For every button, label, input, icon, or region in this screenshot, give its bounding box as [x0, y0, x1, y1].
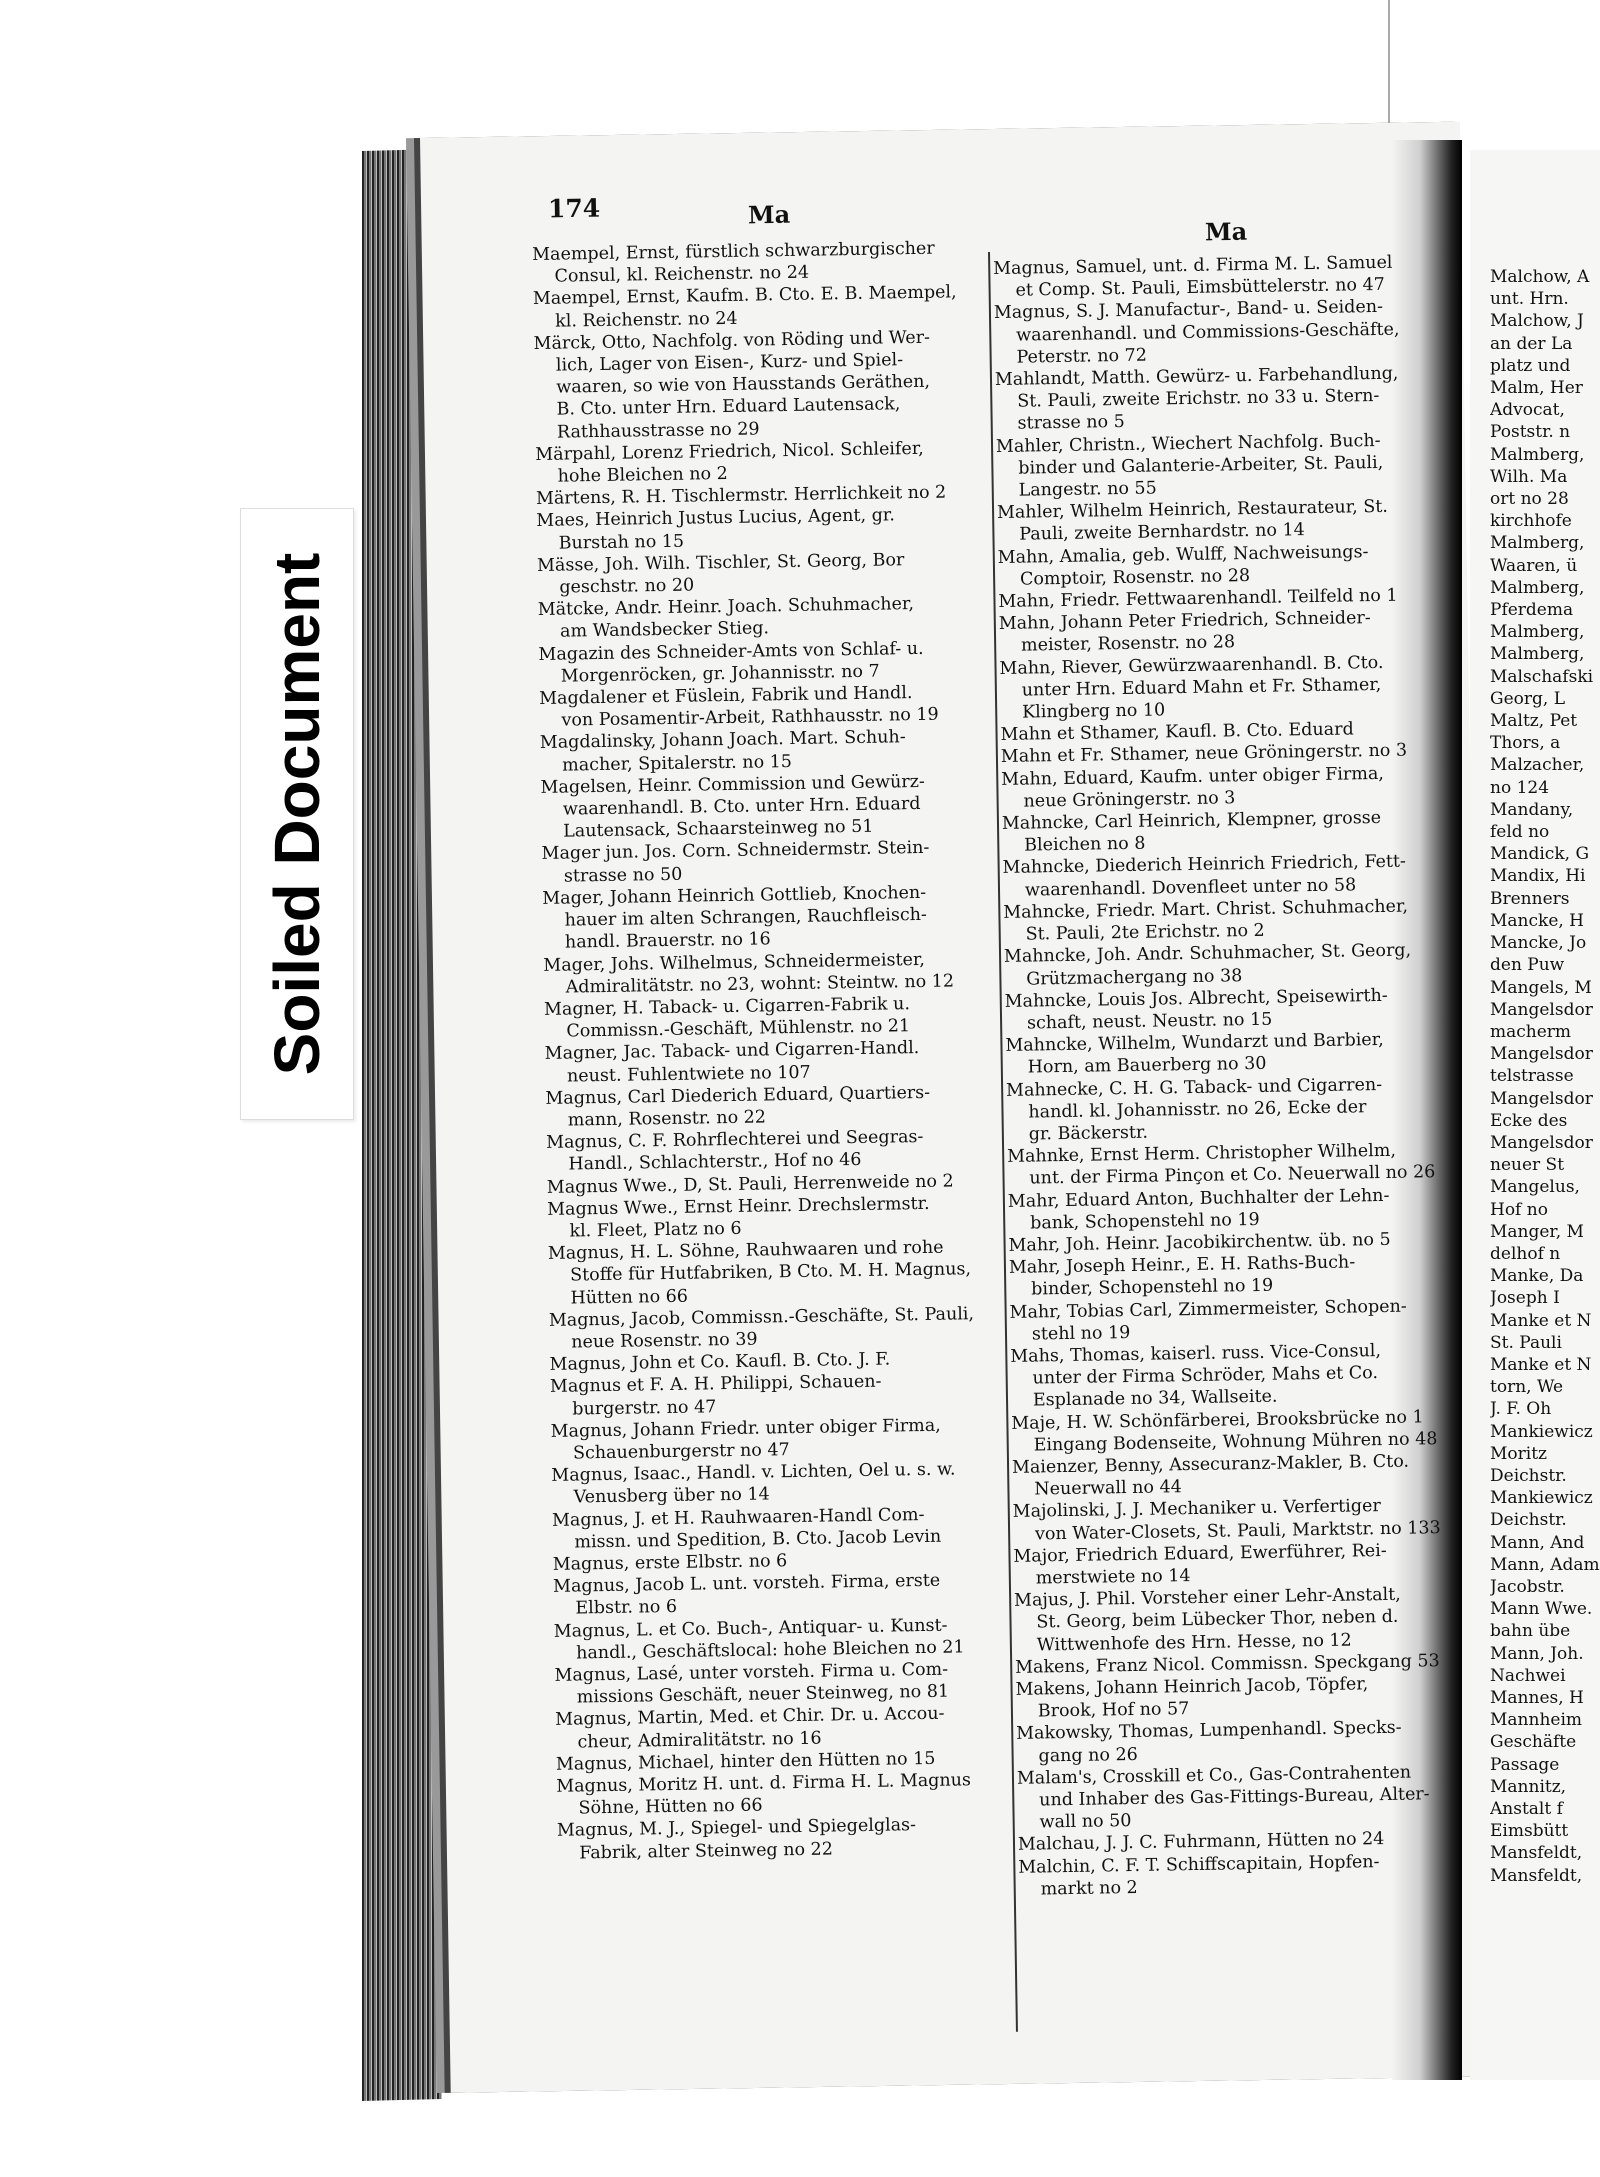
directory-line: Mager, Johann Heinrich Gottlieb, Knochen- — [542, 882, 927, 909]
directory-line: Georg, L — [1490, 688, 1565, 709]
directory-line: Pauli, zweite Bernhardstr. no 14 — [1019, 520, 1305, 546]
directory-line: neuer St — [1490, 1155, 1565, 1176]
directory-line: Märtens, R. H. Tischlermstr. Herrlichkeit no 2 — [535, 482, 947, 510]
directory-line: B. Cto. unter Hrn. Eduard Lautensack, — [556, 394, 901, 421]
directory-line: Mahncke, Friedr. Mart. Christ. Schuhmacher, — [1003, 896, 1409, 923]
directory-line: gr. Bäckerstr. — [1028, 1122, 1149, 1145]
directory-line: Mahr, Tobias Carl, Zimmermeister, Schopen- — [1009, 1296, 1407, 1323]
directory-line: ort no 28 — [1490, 489, 1569, 510]
directory-line: waaren, so wie von Hausstands Geräthen, — [556, 371, 931, 398]
directory-line: Lautensack, Schaarsteinweg no 51 — [563, 816, 874, 842]
directory-line: Magnus, Michael, hinter den Hütten no 15 — [555, 1748, 936, 1775]
directory-line: stehl no 19 — [1031, 1322, 1131, 1345]
directory-line: Waaren, ü — [1490, 555, 1578, 576]
directory-line: Mahn, Johann Peter Friedrich, Schneider- — [998, 608, 1371, 635]
directory-line: Magazin des Schneider-Amts von Schlaf- u. — [538, 638, 924, 665]
facing-page-column — [1490, 266, 1600, 1887]
directory-line: Mannes, H — [1490, 1688, 1584, 1708]
directory-line: Magnus, John et Co. Kaufl. B. Cto. J. F. — [549, 1349, 891, 1376]
directory-line: Mangels, M — [1490, 977, 1592, 998]
directory-line: Mahr, Joseph Heinr., E. H. Raths-Buch- — [1008, 1252, 1356, 1279]
directory-line: bahn übe — [1490, 1621, 1571, 1642]
directory-line: cheur, Admiralitätstr. no 16 — [577, 1728, 822, 1753]
directory-line: Maes, Heinrich Justus Lucius, Agent, gr. — [536, 505, 895, 532]
directory-line: Bleichen no 8 — [1024, 833, 1146, 856]
directory-line: Mahncke, Louis Jos. Albrecht, Speisewirth- — [1004, 985, 1388, 1012]
directory-line: neust. Fuhlentwiete no 107 — [566, 1062, 811, 1087]
directory-line: Magdalener et Füslein, Fabrik und Handl. — [538, 683, 913, 710]
directory-line: Magner, H. Taback- u. Cigarren-Fabrik u. — [543, 994, 911, 1020]
binding-line — [1388, 0, 1390, 140]
directory-line: Pferdema — [1490, 600, 1574, 621]
directory-line: handl. Brauerstr. no 16 — [564, 929, 771, 953]
directory-line: Mansfeldt, — [1490, 1843, 1583, 1864]
directory-line: hohe Bleichen no 2 — [557, 463, 728, 487]
directory-line: Mätcke, Andr. Heinr. Joach. Schuhmacher, — [537, 594, 915, 621]
directory-line: Mager jun. Jos. Corn. Schneidermstr. Stein- — [541, 838, 930, 865]
directory-line: Langestr. no 55 — [1018, 478, 1157, 501]
directory-line: Geschäfte — [1490, 1732, 1577, 1753]
directory-line: Consul, kl. Reichenstr. no 24 — [554, 262, 810, 287]
directory-line: Malchow, A — [1490, 267, 1590, 287]
left-directory-column — [532, 237, 1017, 1865]
directory-line: no 124 — [1490, 777, 1550, 798]
directory-line: Brook, Hof no 57 — [1037, 1699, 1190, 1722]
directory-line: Handl., Schlachterstr., Hof no 46 — [568, 1150, 862, 1175]
directory-line: Mahr, Eduard Anton, Buchhalter der Lehn- — [1007, 1185, 1390, 1212]
directory-line: am Wandsbecker Stieg. — [559, 618, 770, 643]
directory-line: Mahr, Joh. Heinr. Jacobikirchentw. üb. no 5 — [1008, 1229, 1391, 1256]
directory-line: wall no 50 — [1039, 1811, 1132, 1833]
directory-line: Manke, Da — [1490, 1266, 1584, 1287]
directory-line: Peterstr. no 72 — [1016, 345, 1148, 368]
directory-line: Manke et N — [1490, 1310, 1592, 1331]
directory-line: handl., Geschäftslocal: hohe Bleichen no 21 — [575, 1637, 965, 1664]
directory-line: Mahn, Eduard, Kaufm. unter obiger Firma, — [1001, 763, 1385, 790]
directory-line: Manger, M — [1490, 1221, 1584, 1242]
directory-line: Mandix, Hi — [1490, 866, 1586, 887]
directory-line: J. F. Oh — [1490, 1399, 1552, 1420]
directory-line: unter Hrn. Eduard Mahn et Fr. Sthamer, — [1021, 674, 1382, 701]
soiled-document-text: Soiled Document — [261, 552, 333, 1076]
directory-line: Märck, Otto, Nachfolg. von Röding und Wer- — [533, 327, 931, 354]
directory-line: Mannitz, — [1490, 1776, 1567, 1797]
directory-line: Mahncke, Joh. Andr. Schuhmacher, St. Georg, — [1003, 940, 1412, 968]
directory-line: Magnus, Isaac., Handl. v. Lichten, Oel u. s. w. — [551, 1459, 956, 1487]
directory-line: Malchow, J — [1490, 311, 1584, 332]
directory-line: Joseph I — [1490, 1288, 1560, 1309]
directory-line: Comptoir, Rosenstr. no 28 — [1019, 565, 1251, 590]
directory-line: Maempel, Ernst, fürstlich schwarzburgischer — [532, 238, 935, 265]
directory-line: Magnus, Moritz H. unt. d. Firma H. L. Magnus — [556, 1770, 972, 1797]
directory-line: Mandick, G — [1490, 844, 1590, 865]
directory-line: kl. Fleet, Platz no 6 — [569, 1218, 742, 1242]
directory-line: Passage — [1490, 1754, 1560, 1775]
directory-line: Magnus, J. et H. Rauhwaaren-Handl Com- — [551, 1504, 925, 1531]
directory-line: unt. Hrn. — [1490, 289, 1569, 310]
directory-line: macherm — [1490, 1021, 1572, 1042]
directory-line: kl. Reichenstr. no 24 — [555, 308, 738, 332]
directory-line: Mager, Johs. Wilhelmus, Schneidermeister, — [543, 949, 926, 976]
directory-line: Magnus, Martin, Med. et Chir. Dr. u. Accou- — [555, 1704, 945, 1731]
directory-line: Magnus, L. et Co. Buch-, Antiquar- u. Kunst- — [553, 1615, 948, 1642]
directory-line: missn. und Spedition, B. Cto. Jacob Levin — [574, 1526, 942, 1553]
directory-line: torn, We — [1490, 1377, 1564, 1398]
directory-line: Malschafski — [1490, 666, 1594, 687]
directory-line: waarenhandl. Dovenfleet unter no 58 — [1024, 875, 1357, 901]
directory-line: lich, Lager von Eisen-, Kurz- und Spiel- — [555, 350, 904, 376]
directory-line: unt. der Firma Pinçon et Co. Neuerwall no 26 — [1029, 1162, 1436, 1189]
directory-line: St. Pauli, 2te Erichstr. no 2 — [1025, 920, 1265, 945]
directory-line: Magnus, H. L. Söhne, Rauhwaaren und rohe — [547, 1237, 944, 1265]
directory-line: Makowsky, Thomas, Lumpenhandl. Specks- — [1016, 1718, 1402, 1745]
directory-line: delhof n — [1490, 1243, 1561, 1264]
directory-line: Wittwenhofe des Hrn. Hesse, no 12 — [1036, 1630, 1352, 1656]
directory-line: geschstr. no 20 — [559, 575, 695, 598]
directory-line: Mahncke, Wilhelm, Wundarzt und Barbier, — [1005, 1030, 1384, 1057]
directory-line: Mannheim — [1490, 1710, 1583, 1731]
directory-line: Magnus, Lasé, unter vorsteh. Firma u. Com- — [554, 1659, 949, 1686]
directory-line: von Posamentir-Arbeit, Rathhausstr. no 19 — [561, 704, 939, 731]
facing-page — [1470, 150, 1600, 2090]
directory-line: strasse no 50 — [563, 864, 683, 887]
directory-line: waarenhandl. B. Cto. unter Hrn. Eduard — [562, 794, 921, 820]
directory-line: Mahncke, Carl Heinrich, Klempner, grosse — [1001, 808, 1382, 835]
directory-line: Commissn.-Geschäft, Mühlenstr. no 21 — [566, 1016, 911, 1042]
directory-line: Magelsen, Heinr. Commission und Gewürz- — [540, 771, 925, 798]
directory-line: telstrasse — [1490, 1066, 1574, 1087]
directory-line: Mangelsdor — [1490, 999, 1593, 1020]
directory-line: Klingberg no 10 — [1021, 700, 1166, 723]
directory-line: markt no 2 — [1040, 1877, 1138, 1900]
directory-line: Anstalt f — [1490, 1799, 1563, 1820]
directory-line: Deichstr. — [1490, 1510, 1567, 1531]
directory-line: Mahncke, Diederich Heinrich Friedrich, Fett- — [1002, 852, 1407, 879]
directory-line: Mahn, Riever, Gewürzwaarenhandl. B. Cto. — [999, 652, 1384, 679]
directory-line: merstwiete no 14 — [1035, 1566, 1191, 1589]
directory-line: Nachwei — [1490, 1665, 1566, 1686]
directory-line: Admiralitätstr. no 23, wohnt: Steintw. no 12 — [565, 971, 955, 998]
directory-line: Malchau, J. J. C. Fuhrmann, Hütten no 24 — [1017, 1829, 1385, 1856]
page-number: 174 — [547, 193, 601, 224]
directory-line: Märpahl, Lorenz Friedrich, Nicol. Schleifer, — [535, 438, 924, 465]
directory-line: Mann, And — [1490, 1532, 1585, 1553]
directory-line: Malmberg, — [1490, 577, 1585, 598]
directory-line: platz und — [1490, 355, 1571, 376]
directory-line: Elbstr. no 6 — [575, 1597, 678, 1619]
directory-line: Mahn, Friedr. Fettwaarenhandl. Teilfeld no 1 — [998, 585, 1398, 613]
directory-line: und Inhaber des Gas-Fittings-Bureau, Alter- — [1039, 1784, 1430, 1811]
directory-line: Mangelsdor — [1490, 1088, 1593, 1109]
directory-line: strasse no 5 — [1017, 412, 1125, 435]
directory-line: den Puw — [1490, 955, 1565, 976]
directory-line: Mangelus, — [1490, 1177, 1580, 1198]
directory-line: Maempel, Ernst, Kaufm. B. Cto. E. B. Maempel, — [532, 282, 957, 310]
scan-margin-bottom-right — [1440, 2080, 1600, 2177]
directory-line: hauer im alten Schrangen, Rauchfleisch- — [564, 904, 928, 931]
directory-line: Mahn et Sthamer, Kaufl. B. Cto. Eduard — [1000, 719, 1354, 746]
directory-line: Major, Friedrich Eduard, Ewerführer, Rei- — [1013, 1540, 1387, 1567]
directory-line: Magnus, M. J., Spiegel- und Spiegelglas- — [556, 1815, 917, 1842]
directory-line: Magner, Jac. Taback- und Cigarren-Handl. — [544, 1038, 920, 1065]
directory-line: Malmberg, — [1490, 644, 1585, 665]
directory-line: Ecke des — [1490, 1110, 1568, 1131]
directory-line: Esplanade no 34, Wallseite. — [1032, 1387, 1278, 1411]
directory-line: Mancke, H — [1490, 910, 1585, 931]
directory-line: Maienzer, Benny, Assecuranz-Makler, B. Cto. — [1011, 1451, 1410, 1478]
directory-line: Moritz — [1490, 1443, 1547, 1464]
directory-line: Mangelsdor — [1490, 1044, 1593, 1065]
directory-line: macher, Spitalerstr. no 15 — [562, 751, 793, 776]
directory-line: Söhne, Hütten no 66 — [578, 1795, 763, 1819]
directory-line: feld no — [1490, 822, 1550, 843]
directory-line: Neuerwall no 44 — [1034, 1477, 1182, 1500]
directory-line: neue Gröningerstr. no 3 — [1023, 788, 1236, 812]
directory-line: Burstah no 15 — [558, 531, 685, 554]
directory-line: Magnus, Johann Friedr. unter obiger Firma, — [550, 1415, 941, 1442]
directory-line: Eingang Bodenseite, Wohnung Mühren no 48 — [1033, 1428, 1438, 1456]
directory-line: Magnus Wwe., D, St. Pauli, Herrenweide no 2 — [546, 1171, 954, 1198]
directory-line: Malmberg, — [1490, 533, 1585, 554]
directory-line: Hof no — [1490, 1199, 1548, 1220]
directory-line: Mankiewicz — [1490, 1488, 1593, 1509]
directory-line: Mahn et Fr. Sthamer, neue Gröningerstr. no 3 — [1000, 741, 1408, 768]
right-directory-column — [993, 251, 1474, 1901]
directory-line: Malzacher, — [1490, 755, 1585, 776]
directory-line: Schauenburgerstr no 47 — [572, 1440, 790, 1464]
directory-line: meister, Rosenstr. no 28 — [1020, 632, 1236, 657]
directory-line: Rathhausstrasse no 29 — [556, 419, 760, 443]
directory-line: Magnus, S. J. Manufactur-, Band- u. Seiden- — [993, 297, 1384, 324]
directory-line: burgerstr. no 47 — [572, 1396, 717, 1420]
directory-line: Morgenröcken, gr. Johannisstr. no 7 — [560, 661, 880, 687]
directory-line: Mandany, — [1490, 799, 1574, 820]
directory-line: Magnus, C. F. Rohrflechterei und Seegras- — [545, 1127, 924, 1154]
directory-line: schaft, neust. Neustr. no 15 — [1026, 1009, 1273, 1034]
directory-line: Mahler, Christn., Wiechert Nachfolg. Buch- — [995, 430, 1381, 457]
directory-line: Magnus, Jacob L. unt. vorsteh. Firma, erste — [552, 1570, 941, 1598]
directory-line: Grützmachergang no 38 — [1026, 965, 1243, 990]
directory-line: Mahlandt, Matth. Gewürz- u. Farbehandlung, — [994, 363, 1399, 390]
directory-line: Mahnke, Ernst Herm. Christopher Wilhelm, — [1006, 1140, 1397, 1168]
directory-line: binder und Galanterie-Arbeiter, St. Pauli, — [1018, 452, 1384, 479]
directory-line: Eimsbütt — [1490, 1821, 1569, 1842]
running-header-right: Ma — [1204, 216, 1248, 247]
directory-line: Advocat, — [1490, 400, 1565, 421]
directory-line: waarenhandl. und Commissions-Geschäfte, — [1016, 319, 1400, 346]
directory-line: unter der Firma Schröder, Mahs et Co. — [1032, 1363, 1379, 1389]
directory-line: Poststr. n — [1490, 422, 1571, 443]
directory-line: gang no 26 — [1038, 1744, 1138, 1767]
directory-line: Mansfeldt, — [1490, 1865, 1583, 1886]
directory-line: Malmberg, — [1490, 444, 1585, 465]
directory-line: Mann, Adam — [1490, 1554, 1600, 1575]
directory-line: Malm, Her — [1490, 378, 1583, 399]
directory-line: Fabrik, alter Steinweg no 22 — [579, 1839, 834, 1864]
directory-line: Mahn, Amalia, geb. Wulff, Nachweisungs- — [997, 541, 1369, 568]
directory-line: Magnus et F. A. H. Philippi, Schauen- — [549, 1372, 882, 1398]
directory-line: Malam's, Crosskill et Co., Gas-Contrahenten — [1016, 1762, 1412, 1789]
directory-line: neue Rosenstr. no 39 — [571, 1329, 758, 1353]
directory-line: Magdalinsky, Johann Joach. Mart. Schuh- — [539, 727, 906, 754]
directory-line: Brenners — [1490, 888, 1570, 909]
directory-line: Mangelsdor — [1490, 1132, 1593, 1153]
directory-line: missions Geschäft, neuer Steinweg, no 81 — [576, 1681, 950, 1708]
directory-line: Horn, am Bauerberg no 30 — [1027, 1054, 1267, 1078]
soiled-document-label — [240, 508, 354, 1120]
directory-line: Mancke, Jo — [1490, 933, 1587, 954]
directory-line: Thors, a — [1490, 733, 1561, 754]
directory-line: Mankiewicz — [1490, 1421, 1593, 1442]
directory-line: an der La — [1490, 333, 1573, 354]
directory-line: Majolinski, J. J. Mechaniker u. Verfertiger — [1012, 1496, 1381, 1523]
directory-line: Malchin, C. F. T. Schiffscapitain, Hopfen- — [1018, 1851, 1380, 1878]
directory-line: Makens, Franz Nicol. Commissn. Speckgang 53 — [1014, 1650, 1440, 1678]
directory-line: Mahs, Thomas, kaiserl. russ. Vice-Consul, — [1010, 1340, 1382, 1367]
directory-line: Magnus, Samuel, unt. d. Firma M. L. Samuel — [993, 252, 1393, 279]
directory-line: Mahler, Wilhelm Heinrich, Restaurateur, St. — [996, 497, 1389, 524]
directory-line: Venusberg über no 14 — [573, 1484, 770, 1508]
directory-line: Jacobstr. — [1490, 1576, 1565, 1597]
directory-line: von Water-Closets, St. Pauli, Marktstr. no 133 — [1034, 1517, 1441, 1545]
directory-line: St. Pauli, zweite Erichstr. no 33 u. Stern- — [1017, 386, 1380, 412]
directory-line: Mann Wwe. — [1490, 1599, 1593, 1620]
directory-line: Magnus, Carl Diederich Eduard, Quartiers- — [545, 1082, 931, 1109]
directory-line: Mann, Joh. — [1490, 1643, 1584, 1664]
directory-line: binder, Schopenstehl no 19 — [1031, 1276, 1274, 1300]
directory-line: Deichstr. — [1490, 1465, 1567, 1486]
directory-line: Magnus, Jacob, Commissn.-Geschäfte, St. Pauli, — [548, 1303, 975, 1331]
directory-line: Makens, Johann Heinrich Jacob, Töpfer, — [1015, 1674, 1369, 1700]
directory-line: Mässe, Joh. Wilh. Tischler, St. Georg, Bor — [536, 550, 905, 576]
directory-line: St. Pauli — [1490, 1332, 1562, 1353]
directory-line: et Comp. St. Pauli, Eimsbüttelerstr. no 47 — [1015, 275, 1385, 301]
directory-line: handl. kl. Johannisstr. no 26, Ecke der — [1028, 1096, 1367, 1123]
directory-line: Wilh. Ma — [1490, 466, 1568, 487]
directory-line: Magnus, erste Elbstr. no 6 — [552, 1551, 788, 1575]
directory-line: St. Georg, beim Lübecker Thor, neben d. — [1036, 1607, 1399, 1633]
directory-line: Mahnecke, C. H. G. Taback- und Cigarren- — [1005, 1074, 1383, 1101]
directory-line: bank, Schopenstehl no 19 — [1030, 1209, 1260, 1234]
directory-line: mann, Rosenstr. no 22 — [567, 1107, 767, 1131]
directory-line: Stoffe für Hutfabriken, B Cto. M. H. Magnus, — [570, 1259, 972, 1286]
running-header-left: Ma — [747, 199, 791, 230]
directory-line: Manke et N — [1490, 1354, 1592, 1375]
directory-line: kirchhofe — [1490, 511, 1572, 532]
directory-line: Malmberg, — [1490, 622, 1585, 643]
directory-line: Hütten no 66 — [570, 1286, 689, 1309]
directory-line: Magnus Wwe., Ernst Heinr. Drechslermstr. — [547, 1193, 930, 1220]
directory-line: Majus, J. Phil. Vorsteher einer Lehr-Anstalt, — [1013, 1584, 1401, 1612]
directory-line: Maltz, Pet — [1490, 711, 1578, 732]
directory-line: Maje, H. W. Schönfärberei, Brooksbrücke no 1 — [1011, 1406, 1424, 1434]
